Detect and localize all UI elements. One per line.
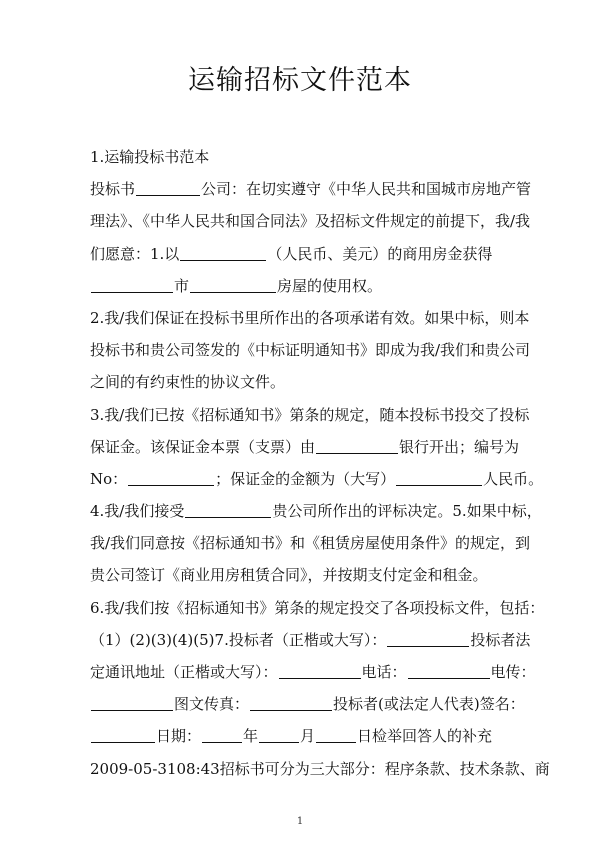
text-line xyxy=(90,529,531,557)
text-line xyxy=(90,658,536,686)
text-line xyxy=(90,401,530,429)
text-line xyxy=(90,433,520,461)
blank-line xyxy=(279,660,361,679)
text-segment: 贵公司所作出的评标决定。5.如果中标， xyxy=(272,502,542,521)
text-segment: 电传： xyxy=(490,663,536,681)
blank-line xyxy=(91,274,173,293)
blank-line xyxy=(316,724,356,743)
page-number: 1 xyxy=(296,816,304,827)
blank-line xyxy=(202,724,242,743)
text-segment: 日期： xyxy=(156,727,202,746)
text-line xyxy=(90,561,520,589)
text-segment: 电话： xyxy=(361,663,407,681)
blank-line xyxy=(408,660,490,679)
text-line xyxy=(90,207,531,235)
text-segment: （1）(2)(3)(4)(5)7.投标者（正楷或大写）： xyxy=(90,630,387,649)
blank-line xyxy=(250,692,332,711)
blank-line xyxy=(128,467,214,486)
blank-line xyxy=(91,692,173,711)
text-line xyxy=(90,143,520,171)
text-line xyxy=(90,690,525,718)
text-line xyxy=(90,465,544,493)
text-segment: 月 xyxy=(300,727,316,746)
text-segment: 房屋的使用权。 xyxy=(277,276,383,295)
text-segment: 定通讯地址（正楷或大写）： xyxy=(90,663,278,681)
blank-line xyxy=(259,724,299,743)
text-line xyxy=(90,368,520,396)
text-segment: 投标书 xyxy=(90,180,136,199)
text-line xyxy=(90,497,542,525)
text-segment: 人民币。 xyxy=(483,469,544,488)
text-line xyxy=(90,240,520,268)
text-segment: 市 xyxy=(174,276,190,295)
text-segment: 2.我/我们保证在投标书里所作出的各项承诺有效。如果中标，则本 xyxy=(90,308,530,327)
document-body xyxy=(90,143,550,787)
text-segment: 投标者法 xyxy=(470,630,531,649)
text-segment: 贵公司签订《商业用房租赁合同》，并按期支付定金和租金。 xyxy=(90,566,488,585)
blank-line xyxy=(190,274,276,293)
blank-line xyxy=(91,724,155,743)
blank-line xyxy=(185,499,271,518)
blank-line xyxy=(136,177,200,196)
text-segment: 投标书和贵公司签发的《中标证明通知书》即成为我/我们和贵公司 xyxy=(90,341,531,360)
text-segment: 图文传真： xyxy=(174,695,250,714)
text-segment: 2009-05-3108:43招标书可分为三大部分：程序条款、技术条款、商 xyxy=(90,759,550,778)
text-line xyxy=(90,272,520,300)
blank-line xyxy=(316,435,398,454)
blank-line xyxy=(387,628,469,647)
text-segment: 6.我/我们按《招标通知书》第条的规定投交了各项投标文件，包括： xyxy=(90,598,545,617)
text-segment: 1.运输投标书范本 xyxy=(90,148,210,166)
blank-line xyxy=(396,467,482,486)
text-segment: 投标者(或法定人代表)签名： xyxy=(333,695,525,714)
text-segment: 4.我/我们接受 xyxy=(90,502,185,521)
text-segment: 保证金。该保证金本票（支票）由 xyxy=(90,437,316,456)
text-segment: 银行开出；编号为 xyxy=(399,437,520,456)
text-segment: 我/我们同意按《招标通知书》和《租赁房屋使用条件》的规定，到 xyxy=(90,534,531,553)
text-segment: 日检举回答人的补充 xyxy=(357,727,493,746)
text-line xyxy=(90,175,532,203)
text-segment: 理法》、《中华人民共和国合同法》及招标文件规定的前提下，我/我 xyxy=(90,212,531,231)
text-line xyxy=(90,594,545,622)
text-line xyxy=(90,336,531,364)
document-title: 运输招标文件范本 xyxy=(188,65,412,96)
text-segment: 之间的有约束性的协议文件。 xyxy=(90,373,286,392)
text-segment: 年 xyxy=(243,727,259,746)
text-segment: （人民币、美元）的商用房金获得 xyxy=(267,244,493,263)
text-line xyxy=(90,626,531,654)
text-segment: No： xyxy=(90,469,128,488)
text-line xyxy=(90,304,530,332)
text-segment: 们愿意：1.以 xyxy=(90,244,180,263)
text-segment: 3.我/我们已按《招标通知书》第条的规定，随本投标书投交了投标 xyxy=(90,405,530,424)
text-line xyxy=(90,755,550,783)
text-segment: 公司：在切实遵守《中华人民共和国城市房地产管 xyxy=(201,180,532,199)
text-line xyxy=(90,722,520,750)
text-segment: ；保证金的金额为（大写） xyxy=(215,469,396,488)
blank-line xyxy=(180,242,266,261)
